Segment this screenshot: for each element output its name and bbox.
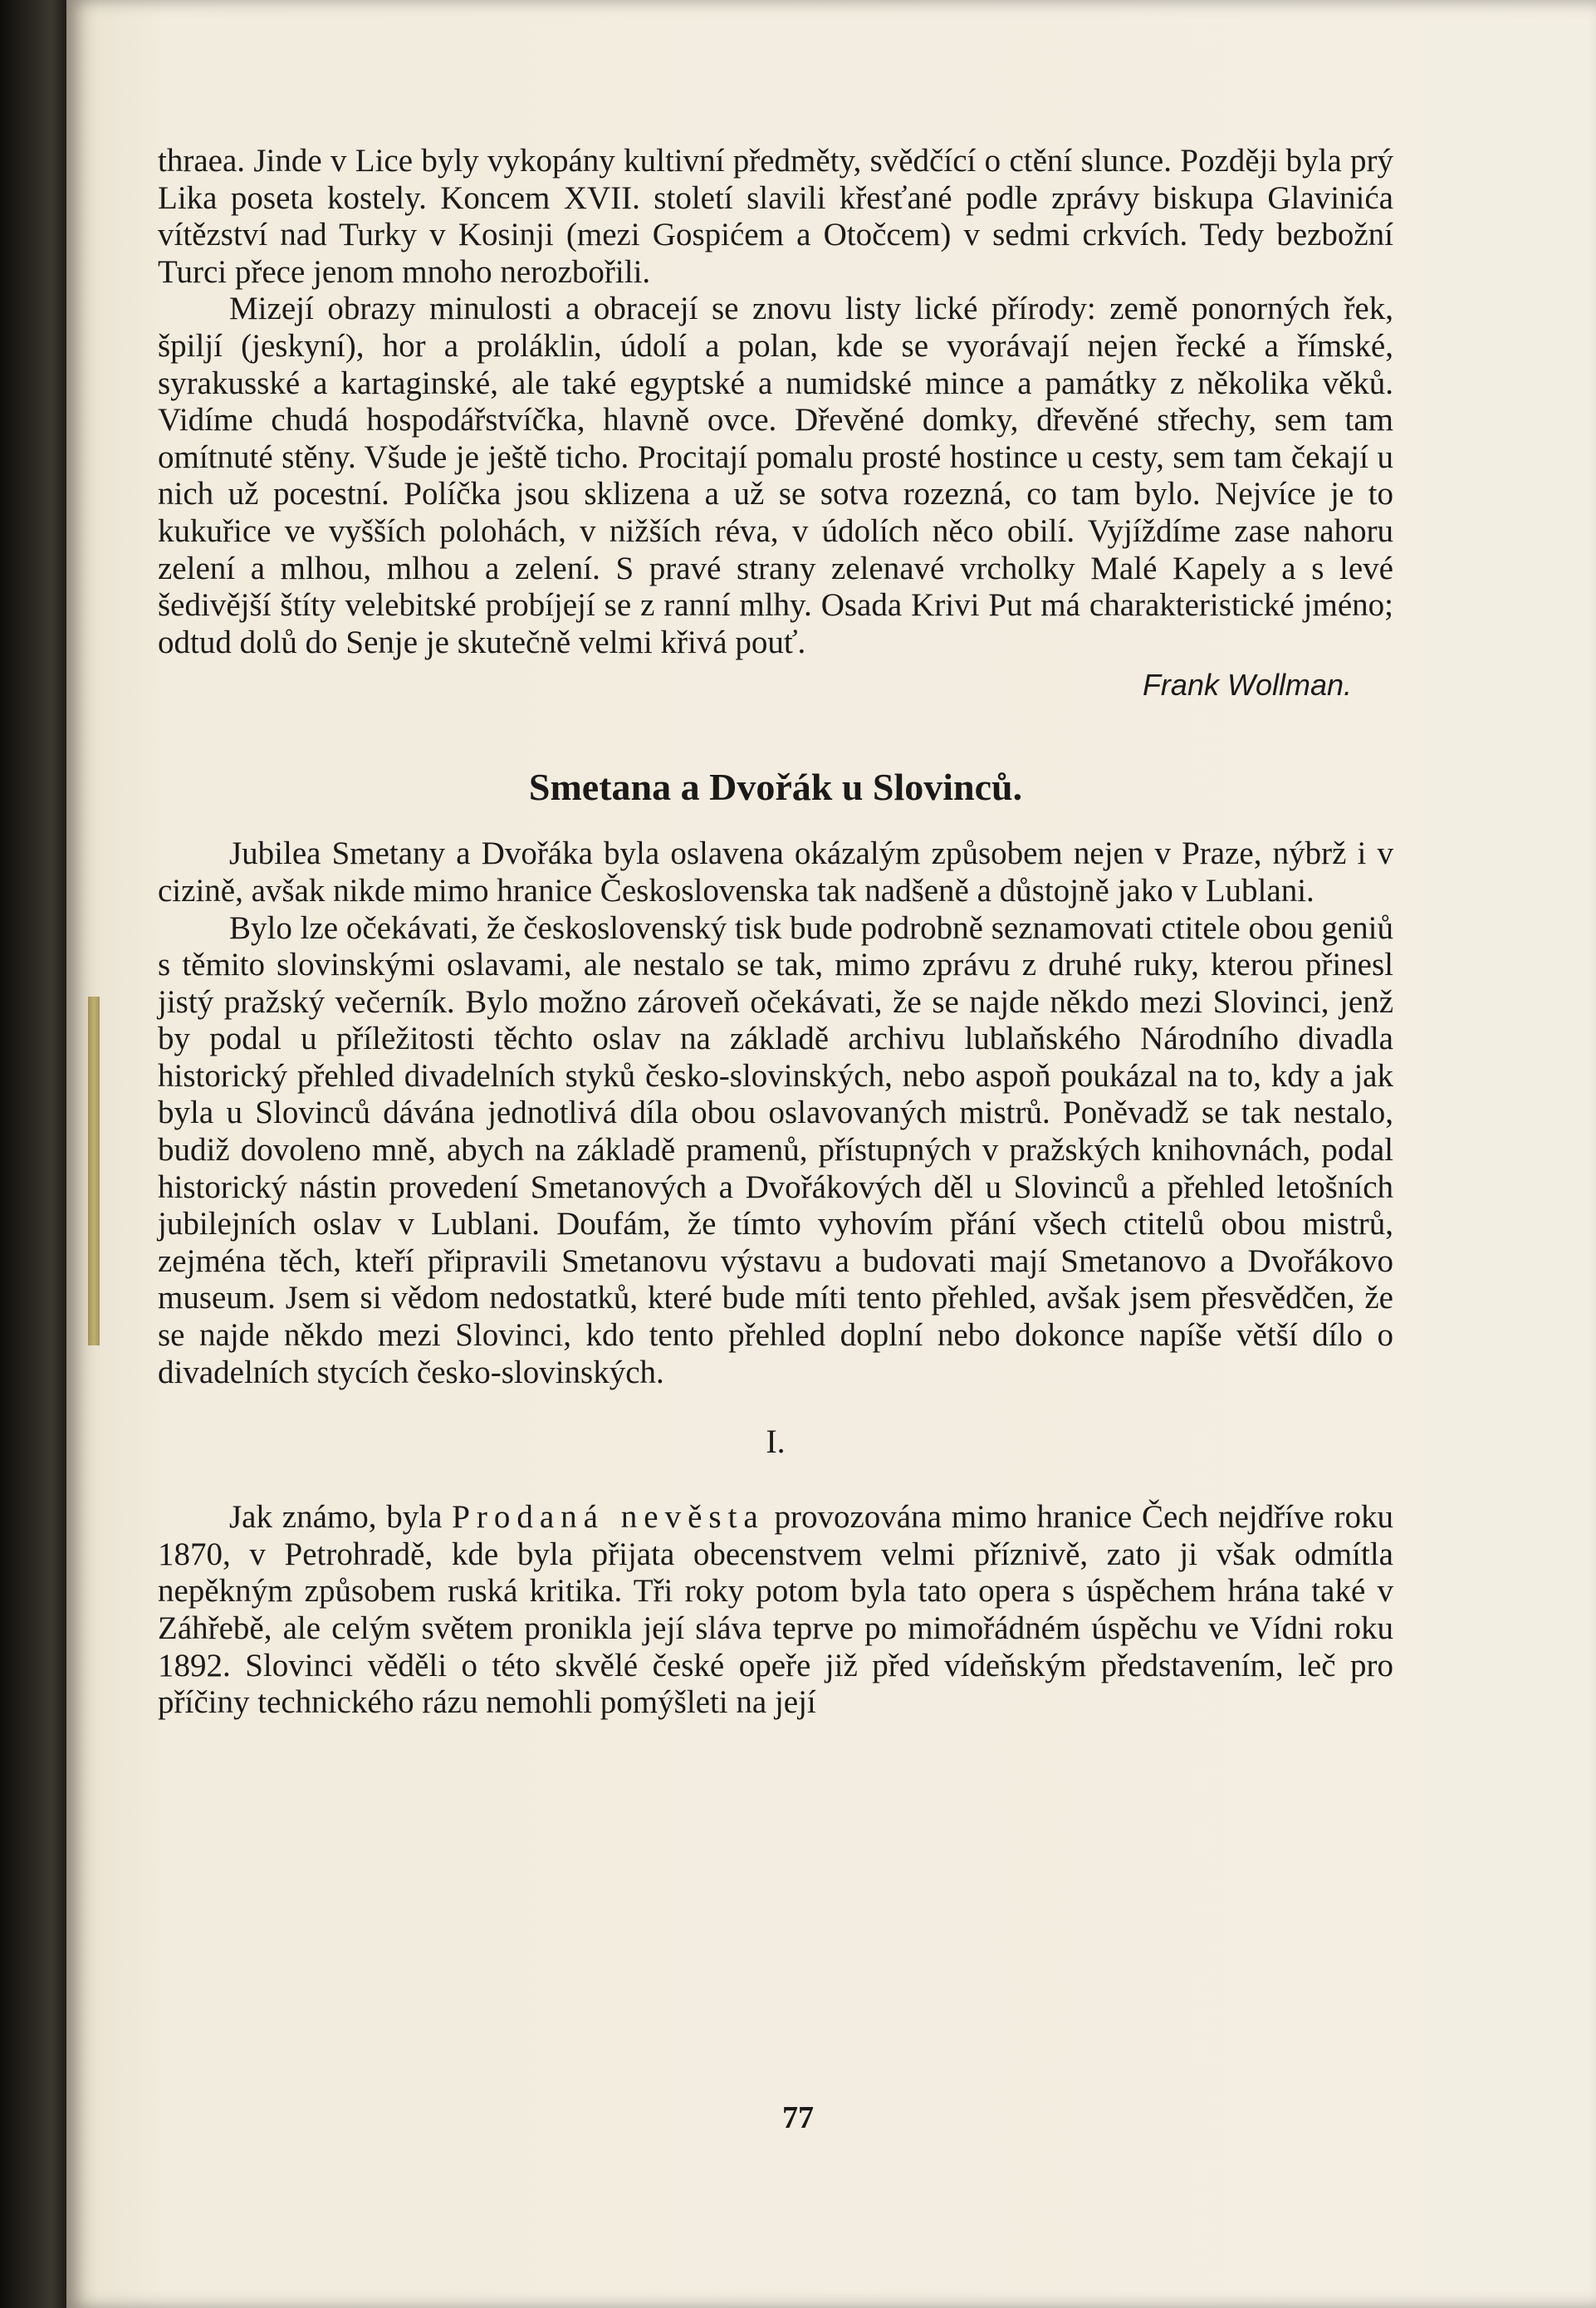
author-signature: Frank Wollman.	[1142, 668, 1352, 703]
paragraph	[158, 1499, 1393, 1722]
paragraph-text: Jak známo, byla	[229, 1499, 453, 1536]
article-title: Smetana a Dvořák u Slovinců.	[528, 766, 1023, 809]
section-numeral: I.	[766, 1423, 786, 1461]
paragraph: Mizejí obrazy minulosti a obracejí se znovu listy lické přírody: země ponorných řek, špiljí (jeskyní), hor a proláklin, údolí a polan, kde se vyorávají nejen řecké a římské, syrakusské a kartaginské, ale také egyptské a numidské mince a památky z několika věků. Vidíme chudá hospodářstvíčka, hlavně ovce. Dřevěné domky, dřevěné střechy, sem tam omítnuté stěny. Všude je ještě ticho. Procitají pomalu prosté hostince u cesty, sem tam čekají u nich už pocestní. Políčka jsou sklizena a už se sotva rozezná, co tam bylo. Nejvíce je to kukuřice ve vyšších polohách, v nižších réva, v údolích něco obilí. Vyjíždíme zase nahoru zelení a mlhou, mlhou a zelení. S pravé strany zelenavé vrcholky Malé Kapely a s levé šedivější štíty velebitské probíjejí se z ranní mlhy. Osada Krivi Put má charakteristické jméno; odtud dolů do Senje je skutečně velmi křivá pouť.	[158, 291, 1393, 660]
binding-tape	[88, 997, 100, 1345]
paragraph: thraea. Jinde v Lice byly vykopány kultivní předměty, svědčící o ctění slunce. Později byla prý Lika poseta kostely. Koncem XVII. století slavili křesťané podle zprávy biskupa Glavinića vítězství nad Turky v Kosinji (mezi Gospićem a Otočcem) v sedmi crkvích. Tedy bezbožní Turci přece jenom mnoho nerozbořili.	[158, 143, 1393, 290]
opera-title: Prodaná nevěsta	[452, 1499, 765, 1536]
paragraph: Bylo lze očekávati, že československý tisk bude podrobně seznamovati ctitele obou geniů s těmito slovinskými oslavami, ale nestalo se tak, mimo zprávu z druhé ruky, kterou přinesl jistý pražský večerník. Bylo možno zároveň očekávati, že se najde někdo mezi Slovinci, jenž by podal u příležitosti těchto oslav na základě archivu lublaňského Národního divadla historický přehled divadelních styků česko-slovinských, nebo aspoň poukázal na to, kdy a jak byla u Slovinců dávána jednotlivá díla obou oslavovaných mistrů. Poněvadž se tak nestalo, budiž dovoleno mně, abych na základě pramenů, přístupných v pražských knihovnách, podal historický nástin provedení Smetanových a Dvořákových děl u Slovinců a přehled letošních jubilejních oslav v Lublani. Doufám, že tímto vyhovím přání všech ctitelů obou mistrů, zejména těch, kteří připravili Smetanovu výstavu a budovati mají Smetanovo a Dvořákovo museum. Jsem si vědom nedostatků, které bude míti tento přehled, avšak jsem přesvědčen, že se najde někdo mezi Slovinci, kdo tento přehled doplní nebo dokonce napíše větší dílo o divadelních stycích česko-slovinských.	[158, 909, 1393, 1390]
paragraph: Jubilea Smetany a Dvořáka byla oslavena okázalým způsobem nejen v Praze, nýbrž i v cizině, avšak nikde mimo hranice Československa tak nadšeně a důstojně jako v Lublani.	[158, 835, 1393, 909]
page-number: 77	[782, 2100, 814, 2135]
paragraph-text: provozována mimo hranice Čech nejdříve roku 1870, v Petrohradě, kde byla přijata obecenstvem velmi příznivě, zato ji však odmítla nepěkným způsobem ruská kritika. Tři roky potom byla tato opera s úspěchem hrána také v Záhřebě, ale celým světem pronikla její sláva teprve po mimořádném úspěchu ve Vídni roku 1892. Slovinci věděli o této skvělé české opeře již před vídeňským představením, leč pro příčiny technického rázu nemohli pomýšleti na její	[158, 1499, 1393, 1721]
page-text	[158, 143, 1393, 1722]
